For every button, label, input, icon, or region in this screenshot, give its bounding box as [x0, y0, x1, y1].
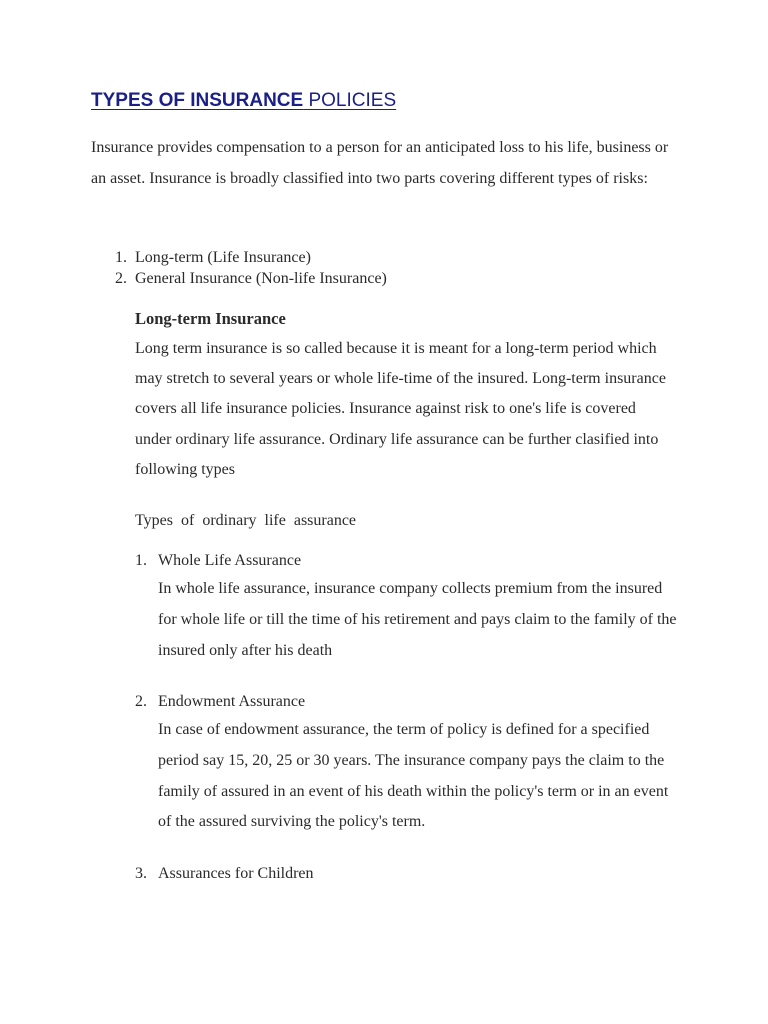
assurance-item-number: 3. — [135, 865, 147, 882]
section-paragraph: Long term insurance is so called because it is meant for a long-term period which may stretch to several years or whole life-time of the insured. Long-term insurance covers all life insurance policies. Insurance against risk to one's life is covered under ordinary life assurance. Ordinary life assurance can be further clasified into following types — [135, 340, 666, 478]
page-title-normal: POLICIES — [308, 90, 397, 111]
list-item-label: Long-term (Life Insurance) — [135, 249, 311, 266]
list-item-number: 2. — [115, 270, 127, 287]
assurance-item-title: Whole Life Assurance — [158, 552, 302, 569]
assurance-item-number: 1. — [135, 552, 147, 569]
subsection-heading: Types of ordinary life assurance — [135, 512, 357, 529]
list-item-number: 1. — [115, 249, 127, 266]
assurance-item-description: In case of endowment assurance, the term of policy is defined for a specified period say 15, 20, 25 or 30 years. The insurance company pays the claim to the family of assured in an event of his death within the policy's term or in an event of the assured surviving the policy's term. — [158, 721, 669, 831]
assurance-item — [135, 550, 680, 666]
intro-paragraph: Insurance provides compensation to a person for an anticipated loss to his life, business or an asset. Insurance is broadly classified into two parts covering different types of risks: — [91, 139, 669, 187]
list-item-label: General Insurance (Non-life Insurance) — [135, 270, 387, 287]
assurance-item-number: 2. — [135, 693, 147, 710]
assurance-item-title: Assurances for Children — [158, 865, 314, 882]
list-item — [91, 247, 387, 268]
list-item — [91, 268, 387, 289]
page-title-bold: TYPES OF INSURANCE — [91, 90, 304, 111]
assurance-item — [135, 863, 680, 885]
insurance-types-list — [91, 247, 387, 289]
section-heading: Long-term Insurance — [135, 309, 286, 328]
assurance-item-title: Endowment Assurance — [158, 693, 306, 710]
page-title — [91, 89, 396, 113]
assurance-item-description: In whole life assurance, insurance company collects premium from the insured for whole life or till the time of his retirement and pays claim to the family of the insured only after his death — [158, 580, 677, 659]
assurance-item — [135, 691, 680, 838]
